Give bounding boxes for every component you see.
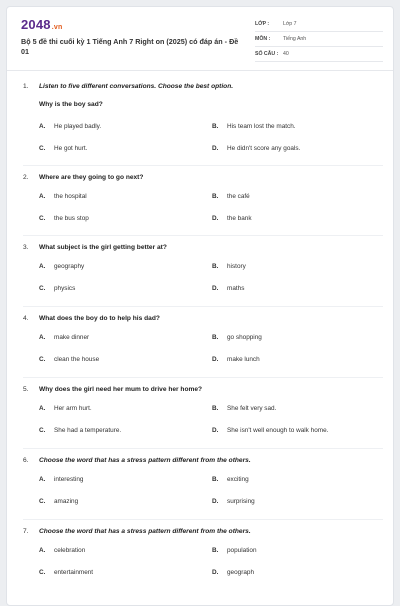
option-letter: D. (212, 427, 219, 434)
answer-option-c[interactable] (39, 498, 78, 505)
answer-option-d[interactable] (212, 569, 254, 576)
option-letter: D. (212, 215, 219, 222)
question-divider (23, 235, 383, 236)
question-prompt: What does the boy do to help his dad? (39, 315, 160, 322)
option-letter: A. (39, 334, 46, 341)
option-text: clean the house (54, 356, 100, 363)
option-text: She had a temperature. (54, 427, 122, 434)
option-letter: D. (212, 569, 219, 576)
option-text: make lunch (227, 356, 260, 363)
option-text: the hospital (54, 193, 87, 200)
question-number: 3. (23, 244, 29, 251)
option-text: She felt very sad. (227, 405, 277, 412)
option-letter: B. (212, 405, 219, 412)
answer-option-d[interactable] (212, 427, 328, 434)
option-text: exciting (227, 476, 249, 483)
site-logo[interactable]: 2048.vn (21, 17, 63, 32)
exam-sheet (6, 6, 394, 606)
option-letter: B. (212, 263, 219, 270)
option-letter: A. (39, 193, 46, 200)
option-text: He didn't score any goals. (227, 145, 301, 152)
option-letter: D. (212, 285, 219, 292)
answer-option-d[interactable] (212, 498, 255, 505)
question-divider (23, 306, 383, 307)
option-text: She isn't well enough to walk home. (227, 427, 329, 434)
document-title: Bộ 5 đề thi cuối kỳ 1 Tiếng Anh 7 Right on (2025) có đáp án - Đề 01 (21, 37, 239, 56)
option-letter: B. (212, 123, 219, 130)
option-letter: C. (39, 356, 46, 363)
option-letter: B. (212, 547, 219, 554)
answer-option-b[interactable] (212, 123, 296, 130)
option-letter: C. (39, 498, 46, 505)
answer-option-d[interactable] (212, 145, 300, 152)
option-text: make dinner (54, 334, 90, 341)
answer-option-c[interactable] (39, 285, 75, 292)
option-text: interesting (54, 476, 84, 483)
option-text: go shopping (227, 334, 262, 341)
question-prompt: Why does the girl need her mum to drive her home? (39, 386, 203, 393)
question-number: 7. (23, 528, 29, 535)
answer-option-b[interactable] (212, 547, 257, 554)
option-letter: C. (39, 145, 46, 152)
option-letter: A. (39, 123, 46, 130)
option-letter: A. (39, 263, 46, 270)
question-number: 1. (23, 83, 29, 90)
answer-option-a[interactable] (39, 405, 92, 412)
answer-option-b[interactable] (212, 193, 250, 200)
meta-row-class: LỚP : Lớp 7 (255, 17, 383, 32)
option-letter: A. (39, 405, 46, 412)
option-text: geograph (227, 569, 255, 576)
answer-option-c[interactable] (39, 356, 99, 363)
answer-option-a[interactable] (39, 334, 89, 341)
question-subprompt: Why is the boy sad? (39, 101, 103, 108)
meta-row-count: SỐ CÂU : 40 (255, 47, 383, 62)
option-text: population (227, 547, 257, 554)
answer-option-a[interactable] (39, 476, 84, 483)
answer-option-a[interactable] (39, 193, 87, 200)
option-text: physics (54, 285, 76, 292)
answer-option-d[interactable] (212, 356, 260, 363)
option-letter: C. (39, 427, 46, 434)
answer-option-a[interactable] (39, 547, 85, 554)
option-letter: C. (39, 569, 46, 576)
question-number: 4. (23, 315, 29, 322)
option-letter: B. (212, 476, 219, 483)
question-divider (23, 448, 383, 449)
option-text: He played badly. (54, 123, 102, 130)
option-letter: B. (212, 334, 219, 341)
question-prompt: Where are they going to go next? (39, 174, 144, 181)
question-prompt: Listen to five different conversations. Choose the best option. (39, 83, 234, 90)
question-number: 6. (23, 457, 29, 464)
option-text: maths (227, 285, 245, 292)
option-text: Her arm hurt. (54, 405, 92, 412)
exam-meta (255, 17, 383, 62)
option-letter: C. (39, 215, 46, 222)
option-letter: A. (39, 547, 46, 554)
option-text: surprising (227, 498, 255, 505)
question-number: 5. (23, 386, 29, 393)
option-text: history (227, 263, 246, 270)
answer-option-d[interactable] (212, 285, 244, 292)
option-letter: C. (39, 285, 46, 292)
option-letter: B. (212, 193, 219, 200)
option-text: amazing (54, 498, 79, 505)
answer-option-b[interactable] (212, 334, 262, 341)
option-letter: D. (212, 356, 219, 363)
answer-option-d[interactable] (212, 215, 252, 222)
option-text: the bus stop (54, 215, 89, 222)
option-text: His team lost the match. (227, 123, 296, 130)
answer-option-b[interactable] (212, 263, 246, 270)
option-text: entertainment (54, 569, 94, 576)
option-text: celebration (54, 547, 86, 554)
question-divider (23, 377, 383, 378)
option-text: the bank (227, 215, 252, 222)
answer-option-b[interactable] (212, 476, 249, 483)
answer-option-c[interactable] (39, 145, 87, 152)
answer-option-a[interactable] (39, 263, 84, 270)
option-letter: A. (39, 476, 46, 483)
option-text: geography (54, 263, 85, 270)
option-letter: D. (212, 498, 219, 505)
option-letter: D. (212, 145, 219, 152)
question-divider (23, 165, 383, 166)
answer-option-c[interactable] (39, 427, 121, 434)
exam-header (7, 7, 393, 71)
meta-row-subject: MÔN : Tiếng Anh (255, 32, 383, 47)
answer-option-b[interactable] (212, 405, 276, 412)
question-prompt: What subject is the girl getting better at? (39, 244, 167, 251)
question-prompt: Choose the word that has a stress pattern different from the others. (39, 457, 251, 464)
question-number: 2. (23, 174, 29, 181)
answer-option-a[interactable] (39, 123, 101, 130)
answer-option-c[interactable] (39, 569, 93, 576)
question-divider (23, 519, 383, 520)
question-prompt: Choose the word that has a stress pattern different from the others. (39, 528, 251, 535)
option-text: the café (227, 193, 250, 200)
option-text: He got hurt. (54, 145, 88, 152)
answer-option-c[interactable] (39, 215, 89, 222)
